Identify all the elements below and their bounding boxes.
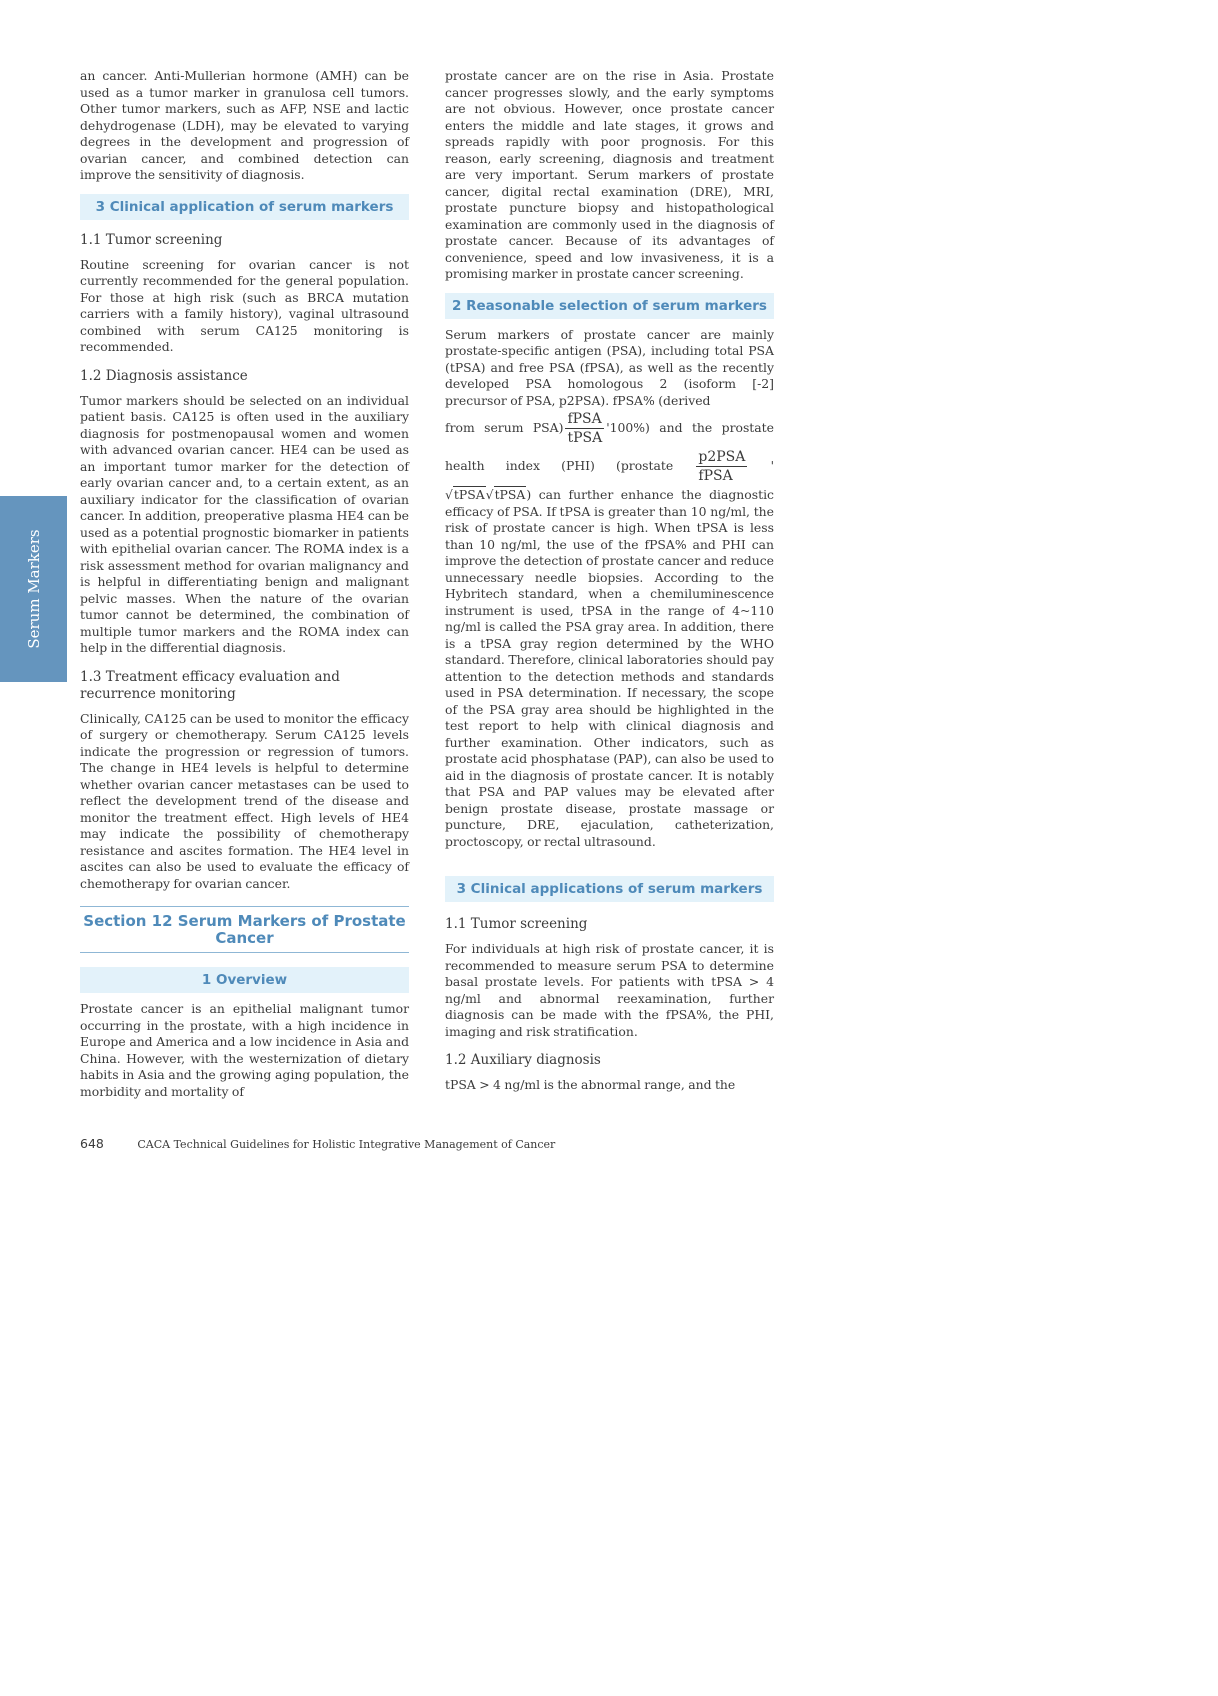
formula-text: health index (PHI) (prostate bbox=[445, 458, 674, 473]
paragraph: Clinically, CA125 can be used to monitor the efficacy of surgery or chemotherapy. Serum CA125 levels indicate the progression or regression of tumors. The change in HE4 levels is helpful to determine whether ovarian cancer metastases can be used to reflect the development trend of the disease and monitor the treatment effect. High levels of HE4 may indicate the possibility of chemotherapy resistance and ascites formation. The HE4 level in ascites can also be used to evaluate the efficacy of chemotherapy for ovarian cancer. bbox=[80, 710, 409, 891]
side-tab bbox=[0, 496, 67, 682]
fraction bbox=[565, 410, 604, 447]
right-column bbox=[445, 68, 774, 1094]
formula-text: from serum PSA) bbox=[445, 420, 564, 435]
paragraph: an cancer. Anti-Mullerian hormone (AMH) can be used as a tumor marker in granulosa cell tumors. Other tumor markers, such as AFP, NSE and lactic dehydrogenase (LDH), may be elevated to varying degrees in the development and progression of ovarian cancer, and combined detection can improve the sensitivity of diagnosis. bbox=[80, 68, 409, 182]
fraction-numerator: fPSA bbox=[565, 410, 604, 429]
formula-line bbox=[445, 410, 774, 447]
subheading: 1.1 Tumor screening bbox=[445, 916, 588, 932]
section-heading: 3 Clinical application of serum markers bbox=[80, 194, 409, 220]
paragraph: Serum markers of prostate cancer are mainly prostate-specific antigen (PSA), including total PSA (tPSA) and free PSA (fPSA), as well as the recently developed PSA homologous 2 (isoform [-2] precursor of PSA, p2PSA). fPSA% (derived bbox=[445, 326, 774, 408]
chapter-section-title: Section 12 Serum Markers of Prostate Cancer bbox=[80, 906, 409, 953]
sqrt-symbol: √ bbox=[445, 487, 453, 502]
fraction-numerator: p2PSA bbox=[698, 449, 746, 465]
section-heading: 2 Reasonable selection of serum markers bbox=[445, 293, 774, 319]
page-number: 648 bbox=[80, 1136, 104, 1151]
fraction bbox=[696, 448, 747, 485]
paragraph: Routine screening for ovarian cancer is not currently recommended for the general population. For those at high risk (such as BRCA mutation carriers with a family history), vaginal ultrasound combined with serum CA125 monitoring is recommended. bbox=[80, 256, 409, 354]
formula-text: '100%) and the prostate bbox=[606, 420, 774, 435]
section-heading: 3 Clinical applications of serum markers bbox=[445, 876, 774, 902]
paragraph: For individuals at high risk of prostate cancer, it is recommended to measure serum PSA to determine basal prostate levels. For patients with tPSA > 4 ng/ml and abnormal reexamination, further diagnosis can be made with the fPSA%, the PHI, imaging and risk stratification. bbox=[445, 941, 774, 1039]
paragraph bbox=[445, 486, 774, 850]
section-heading: 1 Overview bbox=[80, 967, 409, 993]
left-column bbox=[80, 68, 409, 1100]
page-footer bbox=[80, 1136, 555, 1151]
subheading: 1.3 Treatment efficacy evaluation and recurrence monitoring bbox=[80, 668, 340, 702]
fraction-denominator: tPSA bbox=[567, 430, 603, 446]
paragraph: tPSA > 4 ng/ml is the abnormal range, and the bbox=[445, 1077, 736, 1092]
side-tab-label: Serum Markers bbox=[24, 529, 43, 649]
paragraph: prostate cancer are on the rise in Asia. Prostate cancer progresses slowly, and the early symptoms are not obvious. However, once prostate cancer enters the middle and late stages, it grows and spreads rapidly with poor prognosis. For this reason, early screening, diagnosis and treatment are very important. Serum markers of prostate cancer, digital rectal examination (DRE), MRI, prostate puncture biopsy and histopathological examination are commonly used in the diagnosis of prostate cancer. Because of its advantages of convenience, speed and low invasiveness, it is a promising marker in prostate cancer screening. bbox=[445, 68, 774, 281]
paragraph-text: ) can further enhance the diagnostic efficacy of PSA. If tPSA is greater than 10 ng/ml, the risk of prostate cancer is high. When tPSA is less than 10 ng/ml, the use of the fPSA% and PHI can improve the detection of prostate cancer and reduce unnecessary needle biopsies. According to the Hybritech standard, when a chemiluminescence instrument is used, tPSA in the range of 4~110 ng/ml is called the PSA gray area. In addition, there is a tPSA gray region determined by the WHO standard. Therefore, clinical laboratories should pay attention to the detection methods and standards used in PSA determination. If necessary, the scope of the PSA gray area should be highlighted in the test report to help with clinical diagnosis and further examination. Other indicators, such as prostate acid phosphatase (PAP), can also be used to aid in the diagnosis of prostate cancer. It is notably that PSA and PAP values may be elevated after benign prostate disease, prostate massage or puncture, DRE, ejaculation, catheterization, proctoscopy, or rectal ultrasound. bbox=[445, 487, 774, 849]
sqrt-radicand: tPSA bbox=[453, 487, 485, 502]
subheading: 1.1 Tumor screening bbox=[80, 231, 223, 248]
paragraph: Tumor markers should be selected on an individual patient basis. CA125 is often used in the auxiliary diagnosis for postmenopausal women and women with advanced ovarian cancer. HE4 can be used as an important tumor marker for the detection of early ovarian cancer and, to a certain extent, as an auxiliary indicator for the classification of ovarian cancer. In addition, preoperative plasma HE4 can be used as a potential prognostic biomarker in patients with epithelial ovarian cancer. The ROMA index is a risk assessment method for ovarian malignancy and is helpful in differentiating benign and malignant pelvic masses. When the nature of the ovarian tumor cannot be determined, the combination of multiple tumor markers and the ROMA index can help in the differential diagnosis. bbox=[80, 392, 409, 655]
paragraph: Prostate cancer is an epithelial malignant tumor occurring in the prostate, with a high incidence in Europe and America and a low incidence in Asia and China. However, with the westernization of dietary habits in Asia and the growing aging population, the morbidity and mortality of bbox=[80, 1001, 409, 1099]
sqrt-symbol: √ bbox=[485, 487, 494, 502]
subheading: 1.2 Auxiliary diagnosis bbox=[445, 1052, 601, 1068]
formula-line bbox=[445, 448, 774, 485]
formula-text: ' bbox=[770, 458, 774, 473]
sqrt-radicand: tPSA bbox=[494, 487, 526, 502]
running-title: CACA Technical Guidelines for Holistic Integrative Management of Cancer bbox=[137, 1138, 556, 1151]
fraction-denominator: fPSA bbox=[698, 468, 733, 484]
subheading: 1.2 Diagnosis assistance bbox=[80, 367, 248, 384]
